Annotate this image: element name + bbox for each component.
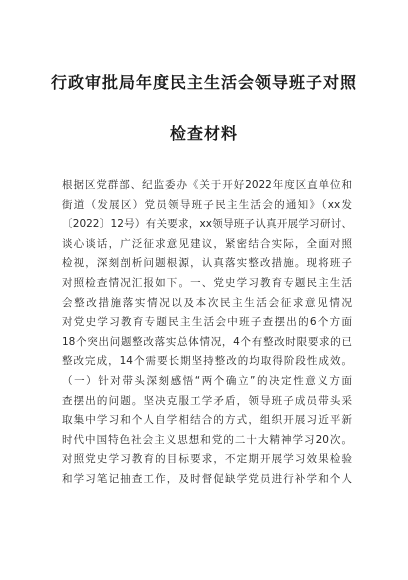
body-line: 根据区党群部、纪监委办《关于开好2022年度区直单位和 — [62, 179, 352, 191]
document-title-line-2: 检查材料 — [169, 124, 238, 143]
body-line: 街道（发展区）党员领导班子民主生活会的通知》（xx发 — [62, 198, 352, 211]
document-title-line-1: 行政审批局年度民主生活会领导班子对照 — [50, 73, 357, 92]
body-line: 整改完成，14个需要长期坚持整改的均取得阶段性成效。 — [62, 355, 352, 368]
document-body — [62, 176, 352, 490]
body-line: 〔2022〕12号）有关要求，xx领导班子认真开展学习研讨、 — [62, 218, 352, 231]
body-line: 检视，深刻剖析问题根源，认真落实整改措施。现将班子 — [62, 257, 352, 270]
body-line: 会整改措施落实情况以及本次民主生活会征求意见情况 — [62, 296, 352, 309]
body-line: 谈心谈话，广泛征求意见建议，紧密结合实际，全面对照 — [62, 237, 352, 250]
body-line: 对照党史学习教育的目标要求，不定期开展学习效果检验 — [62, 453, 352, 466]
body-line: 和学习笔记抽查工作，及时督促缺学党员进行补学和个人 — [62, 472, 352, 485]
body-line: 对党史学习教育专题民主生活会中班子查摆出的6个方面 — [62, 316, 352, 329]
body-line: 时代中国特色社会主义思想和党的二十大精神学习20次。 — [62, 433, 352, 446]
body-line: （一）针对带头深刻感悟“两个确立”的决定性意义方面 — [62, 374, 352, 387]
body-line: 查摆出的问题。坚决克服工学矛盾，领导班子成员带头采 — [62, 394, 352, 407]
body-line: 18个突出问题整改落实总体情况，4个有整改时限要求的已 — [62, 335, 352, 348]
body-line: 对照检查情况汇报如下。一、党史学习教育专题民主生活 — [62, 276, 352, 289]
body-line: 取集中学习和个人自学相结合的方式，组织开展习近平新 — [62, 414, 352, 427]
